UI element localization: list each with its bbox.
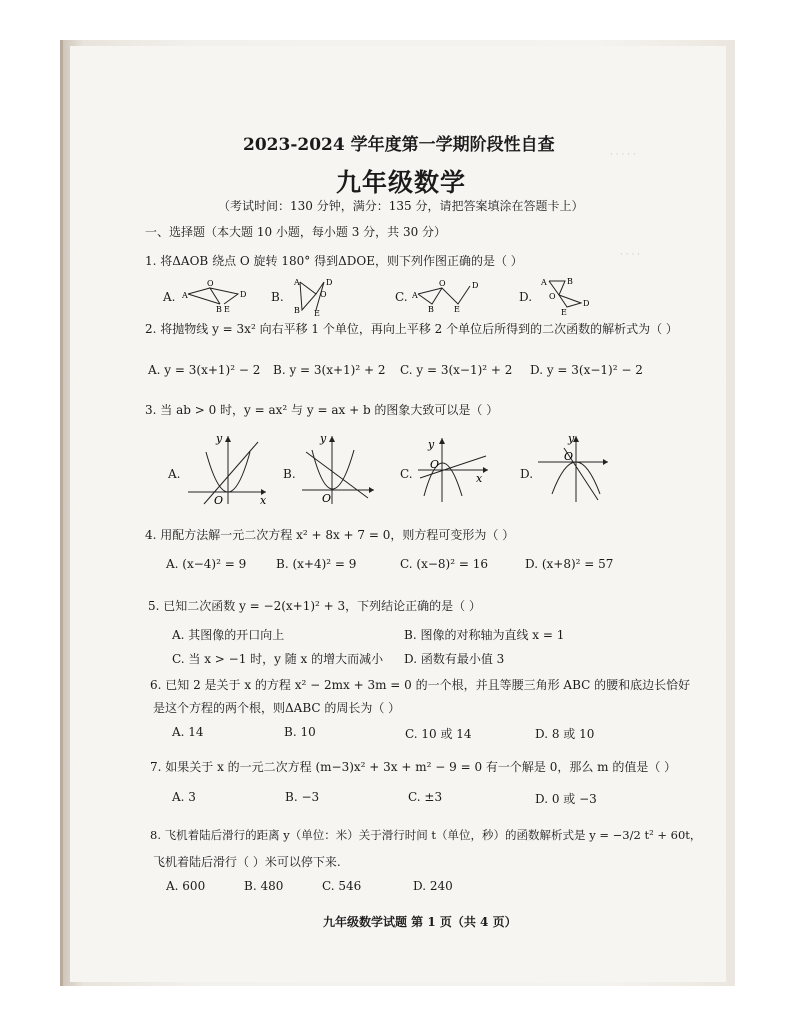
q5-option-c: C. 当 x > −1 时，y 随 x 的增大而减小 [172,652,384,666]
question-6-stem: 6. 已知 2 是关于 x 的方程 x² − 2mx + 3m = 0 的一个根，并且等腰三角形 ABC 的腰和底边长恰好 [150,678,691,692]
label-e: E [314,309,320,316]
q5-option-d: D. 函数有最小值 3 [404,652,505,666]
q8-option-d: D. 240 [413,879,453,893]
label-e: E [224,305,230,314]
question-6-stem-continued: 是这个方程的两个根，则ΔABC 的周长为（ ） [153,701,401,715]
label-a: A [541,278,547,287]
label-a: A [412,291,418,300]
q1-option-d-label: D. [519,290,533,304]
label-o: O [207,279,214,288]
q6-option-d: D. 8 或 10 [535,727,595,741]
question-3-stem: 3. 当 ab > 0 时，y = ax² 与 y = ax + b 的图象大致可以是（ ） [145,403,499,417]
q2-option-a: A. y = 3(x+1)² − 2 [148,363,261,377]
q1-figure-a [180,278,250,314]
question-4-stem: 4. 用配方法解一元二次方程 x² + 8x + 7 = 0，则方程可变形为（ ） [145,528,515,542]
page-footer: 九年级数学试题 第 1 页（共 4 页） [323,915,517,929]
q3-option-d-label: D. [520,467,534,481]
q1-option-b-label: B. [271,290,284,304]
q6-option-b: B. 10 [284,725,316,739]
q7-option-c: C. ±3 [408,790,443,804]
q1-figure-b [288,276,338,316]
q1-figure-c [410,278,480,314]
q4-option-c: C. (x−8)² = 16 [400,557,488,571]
q5-option-a: A. 其图像的开口向上 [172,628,285,642]
label-o: O [320,290,327,299]
label-a: A [182,291,188,300]
question-8-stem: 8. 飞机着陆后滑行的距离 y（单位：米）关于滑行时间 t（单位，秒）的函数解析式是 y = −3/2 t² + 60t， [150,828,702,842]
q8-option-a: A. 600 [166,879,206,893]
q4-option-a: A. (x−4)² = 9 [166,557,247,571]
label-d: D [326,278,333,287]
q1-option-a-label: A. [163,290,176,304]
origin-label: O [322,492,332,505]
section-heading: 一、选择题（本大题 10 小题，每小题 3 分，共 30 分） [145,225,447,239]
axis-label-x: x [260,494,267,506]
q3-option-a-label: A. [168,467,181,481]
q3-graph-d [534,432,614,506]
bleed-through-text: · · · · · [610,150,636,160]
q2-option-c: C. y = 3(x−1)² + 2 [400,363,513,377]
origin-label: O [430,458,440,471]
exam-title: 2023-2024 学年度第一学期阶段性自查 [243,135,555,155]
q7-option-a: A. 3 [172,790,196,804]
q1-option-c-label: C. [395,290,408,304]
exam-subject-title: 九年级数学 [336,168,467,197]
label-b: B [216,305,222,314]
q3-graph-b [298,432,378,506]
label-b: B [428,305,434,314]
label-o: O [549,292,556,301]
q5-option-b: B. 图像的对称轴为直线 x = 1 [404,628,565,642]
q3-option-c-label: C. [400,467,413,481]
origin-label: O [564,450,574,463]
q7-option-d: D. 0 或 −3 [535,792,597,806]
axis-label-y: y [568,432,575,445]
bleed-through-text: · · · · [620,250,641,260]
q3-graph-a [182,432,272,506]
q1-figure-d [535,275,595,315]
axis-label-y: y [320,432,327,445]
q8-option-c: C. 546 [322,879,362,893]
question-7-stem: 7. 如果关于 x 的一元二次方程 (m−3)x² + 3x + m² − 9 = 0 有一个解是 0，那么 m 的值是（ ） [150,760,677,774]
label-o: O [439,279,446,288]
q4-option-b: B. (x+4)² = 9 [276,557,357,571]
q3-option-b-label: B. [283,467,296,481]
q6-option-c: C. 10 或 14 [405,727,472,741]
q8-option-b: B. 480 [244,879,284,893]
label-b: B [294,306,300,315]
question-5-stem: 5. 已知二次函数 y = −2(x+1)² + 3，下列结论正确的是（ ） [148,599,481,613]
label-d: D [240,290,247,299]
origin-label: O [214,494,224,506]
q3-graph-c [414,434,494,504]
label-d: D [583,299,590,308]
label-b: B [567,277,573,286]
label-a: A [294,278,300,287]
q4-option-d: D. (x+8)² = 57 [525,557,614,571]
exam-instructions: （考试时间：130 分钟，满分：135 分，请把答案填涂在答题卡上） [218,199,584,213]
question-8-stem-continued: 飞机着陆后滑行（ ）米可以停下来. [153,855,341,869]
axis-label-y: y [428,438,435,451]
question-2-stem: 2. 将抛物线 y = 3x² 向右平移 1 个单位，再向上平移 2 个单位后所得到的二次函数的解析式为（ ） [145,322,678,336]
label-e: E [561,308,567,315]
q7-option-b: B. −3 [285,790,320,804]
question-1-stem: 1. 将ΔAOB 绕点 O 旋转 180° 得到ΔDOE，则下列作图正确的是（ ） [145,254,523,268]
q2-option-d: D. y = 3(x−1)² − 2 [530,363,643,377]
axis-label-x: x [476,472,483,485]
label-e: E [454,305,460,314]
q2-option-b: B. y = 3(x+1)² + 2 [273,363,386,377]
label-d: D [472,281,479,290]
axis-label-y: y [216,432,223,445]
q6-option-a: A. 14 [172,725,204,739]
